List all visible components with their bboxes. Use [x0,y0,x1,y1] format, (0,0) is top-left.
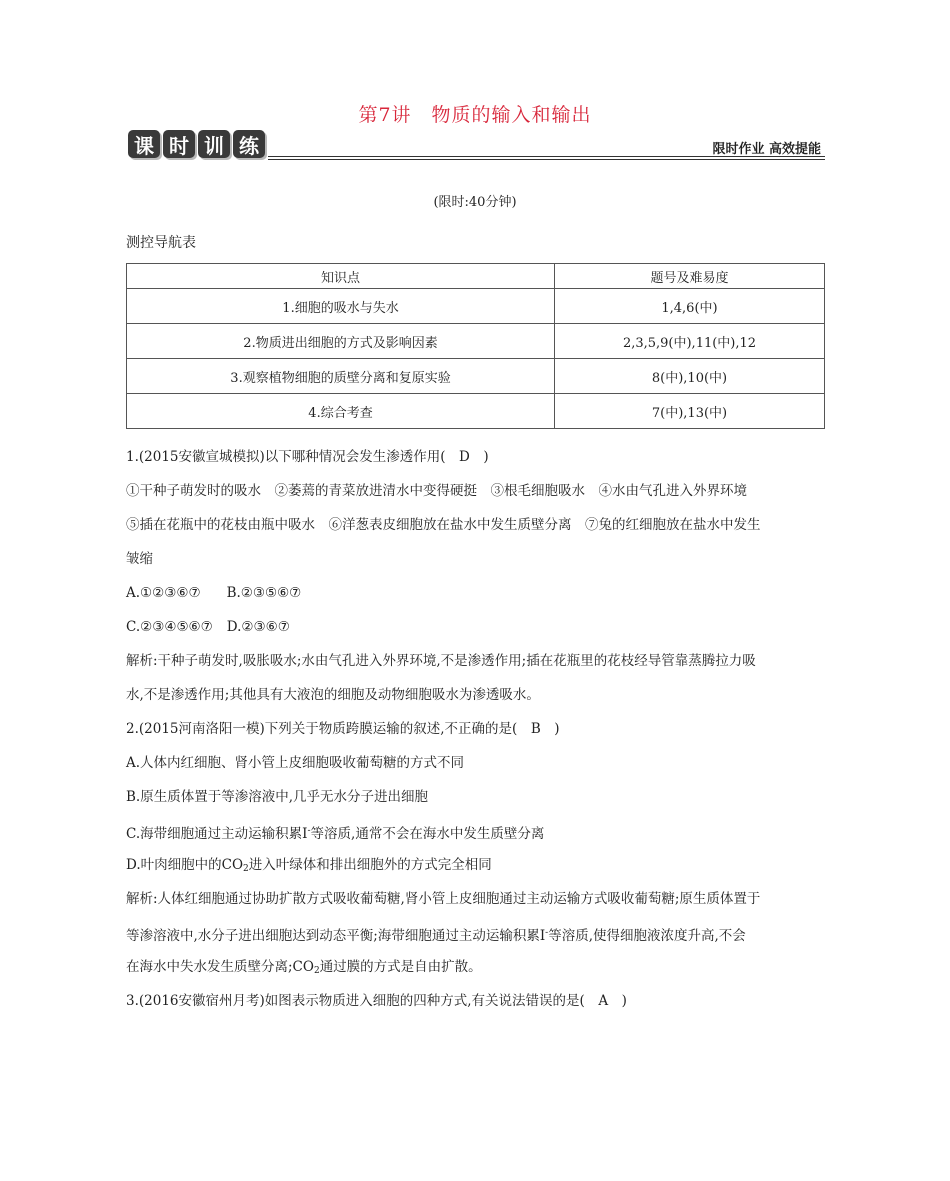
option-d: D.叶肉细胞中的$CO_2$进入叶绿体和排出细胞外的方式完全相同 [126,857,492,874]
banner-char: 课 [128,130,160,158]
table-row [127,289,825,324]
table-row [127,394,825,429]
question-1-stem: 1.(2015安徽宣城模拟)以下哪种情况会发生渗透作用( D ) [126,449,489,465]
question-1-options-ab [126,576,826,610]
question-1-items: 皱缩 [126,551,153,567]
banner-label [128,130,268,158]
table-cell: 1.细胞的吸水与失水 [127,289,555,324]
banner-char: 时 [163,130,195,158]
table-row [127,324,825,359]
banner-divider [268,159,825,160]
question-2-analysis: 在海水中失水发生质壁分离$;CO_2$通过膜的方式是自由扩散。 [126,959,482,976]
nav-table-label: 测控导航表 [126,235,196,251]
option-b: B.原生质体置于等渗溶液中,几乎无水分子进出细胞 [126,789,429,805]
table-cell: 1,4,6(中) [555,289,825,324]
question-2-analysis: 解析:人体红细胞通过协助扩散方式吸收葡萄糖,肾小管上皮细胞通过主动运输方式吸收葡萄糖;原生质体置于 [126,891,761,907]
question-1-analysis: 解析:干种子萌发时,吸胀吸水;水由气孔进入外界环境,不是渗透作用;插在花瓶里的花枝经导管靠蒸腾拉力吸 [126,653,756,669]
table-cell: 2,3,5,9(中),11(中),12 [555,324,825,359]
option-a: A.人体内红细胞、肾小管上皮细胞吸收葡萄糖的方式不同 [126,755,465,771]
banner-subtitle: 限时作业 高效提能 [712,142,821,157]
table-cell: 3.观察植物细胞的质壁分离和复原实验 [127,359,555,394]
question-content [126,441,826,1018]
option-c: C.海带细胞通过主动运输积累I-等溶质,通常不会在海水中发生质壁分离 [126,826,545,842]
option-c: C.②③④⑤⑥⑦ [126,619,213,635]
page-title: 第7讲 物质的输入和输出 [358,104,592,126]
section-banner [128,130,825,160]
option-d: D.②③⑥⑦ [226,619,290,635]
table-header-row [127,264,825,289]
nav-table [126,263,825,429]
question-1-options-cd [126,610,826,644]
question-1-analysis: 水,不是渗透作用;其他具有大液泡的细胞及动物细胞吸水为渗透吸水。 [126,687,540,703]
question-1-items: ⑤插在花瓶中的花枝由瓶中吸水 ⑥洋葱表皮细胞放在盐水中发生质壁分离 ⑦兔的红细胞放在盐水中发生 [126,517,761,533]
table-cell: 2.物质进出细胞的方式及影响因素 [127,324,555,359]
question-2-analysis: 等渗溶液中,水分子进出细胞达到动态平衡;海带细胞通过主动运输积累I-等溶质,使得细胞液浓度升高,不会 [126,928,746,944]
question-3-stem: 3.(2016安徽宿州月考)如图表示物质进入细胞的四种方式,有关说法错误的是( A ) [126,993,627,1009]
option-a: A.①②③⑥⑦ [126,585,201,601]
column-header: 题号及难易度 [555,264,825,289]
table-cell: 7(中),13(中) [555,394,825,429]
table-cell: 8(中),10(中) [555,359,825,394]
column-header: 知识点 [127,264,555,289]
time-limit: (限时:40分钟) [433,195,517,210]
banner-char: 训 [198,130,230,158]
question-1-items: ①干种子萌发时的吸水 ②萎蔫的青菜放进清水中变得硬挺 ③根毛细胞吸水 ④水由气孔进入外界环境 [126,483,747,499]
table-cell: 4.综合考查 [127,394,555,429]
banner-char: 练 [233,130,265,158]
option-b: B.②③⑤⑥⑦ [226,585,302,601]
question-2-stem: 2.(2015河南洛阳一模)下列关于物质跨膜运输的叙述,不正确的是( B ) [126,721,560,737]
table-row [127,359,825,394]
